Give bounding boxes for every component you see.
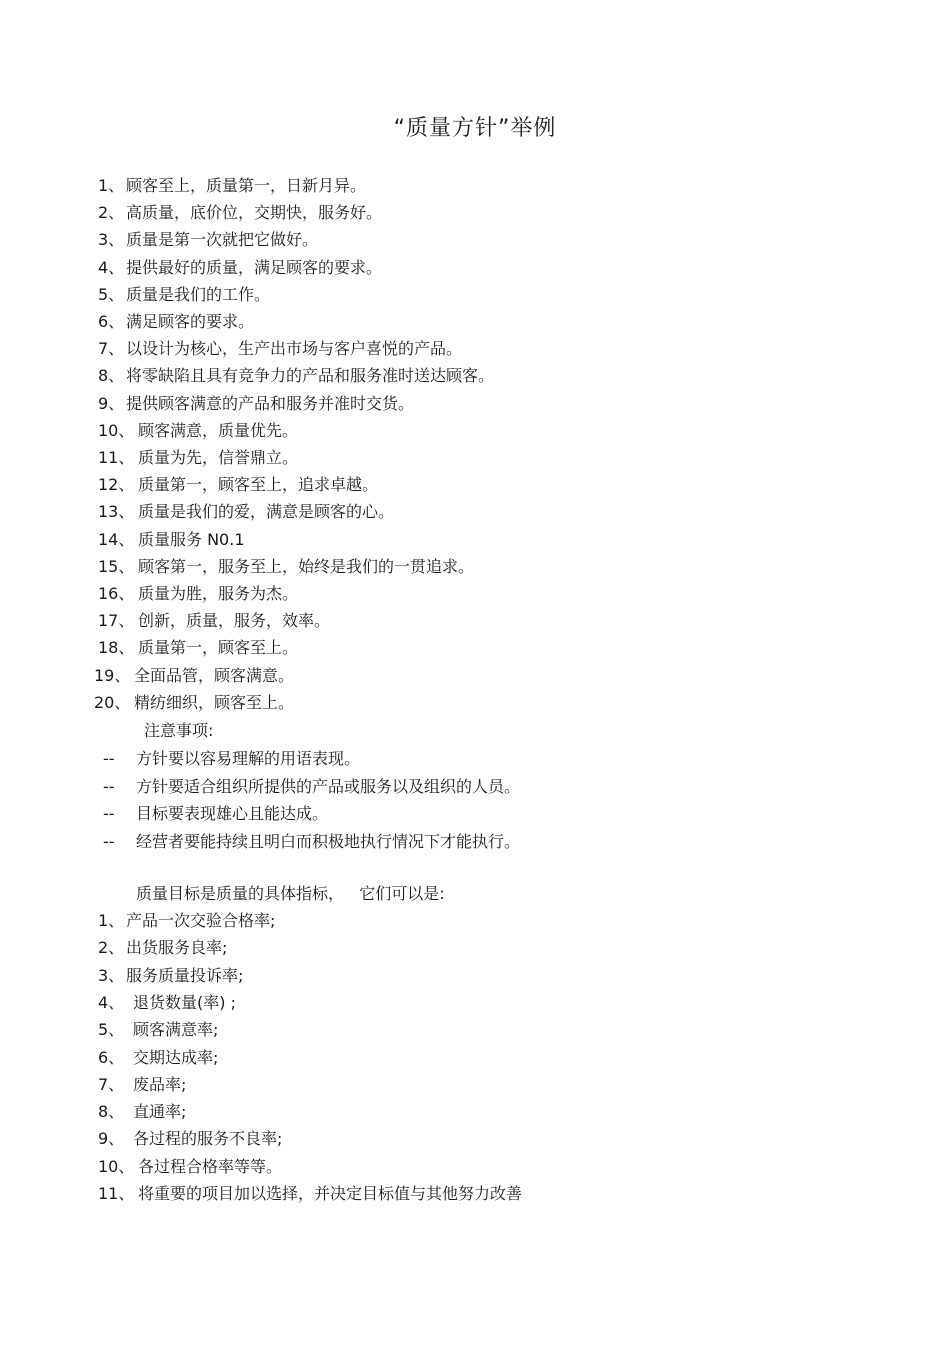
policy-item-text: 顾客第一，服务至上，始终是我们的一贯追求。 (138, 556, 475, 576)
policy-item-number: 11、 (98, 448, 135, 467)
policy-item-number: 13、 (98, 502, 135, 522)
objective-item-number: 2、 (98, 938, 125, 958)
policy-item (98, 284, 270, 306)
policy-item-text: 全面品管，顾客满意。 (134, 665, 295, 685)
policy-item (98, 529, 245, 551)
policy-item-number: 14、 (98, 529, 135, 549)
note-item-text: 方针要以容易理解的用语表现。 (136, 749, 361, 768)
objective-item (98, 937, 227, 959)
policy-item (94, 692, 294, 714)
objective-item-text: 废品率; (133, 1074, 187, 1094)
policy-item-text: 创新，质量，服务，效率。 (138, 611, 331, 631)
policy-item (98, 175, 366, 197)
policy-item-text: 将零缺陷且具有竞争力的产品和服务准时送达顾客。 (126, 366, 495, 386)
objective-item (98, 910, 275, 932)
policy-item-text: 质量服务 N0.1 (138, 529, 245, 549)
objective-item-number: 9、 (98, 1129, 125, 1149)
policy-item-text: 以设计为核心，生产出市场与客户喜悦的产品。 (126, 339, 463, 359)
objective-item-text: 交期达成率; (133, 1047, 219, 1067)
policy-item-number: 6、 (98, 312, 125, 331)
note-item (103, 776, 520, 798)
objective-item (98, 1019, 218, 1041)
policy-item-number: 15、 (98, 556, 135, 576)
objective-item (98, 1101, 186, 1123)
policy-item-number: 19、 (94, 665, 131, 685)
note-item-text: 经营者要能持续且明白而积极地执行情况下才能执行。 (136, 831, 521, 851)
objective-item (98, 1156, 282, 1178)
note-item (103, 803, 328, 825)
policy-item (98, 393, 414, 415)
objective-item-number: 10、 (98, 1156, 135, 1176)
policy-item (94, 665, 294, 687)
policy-item-number: 2、 (98, 203, 125, 223)
note-item (103, 831, 520, 853)
note-item-text: 目标要表现雄心且能达成。 (136, 804, 329, 823)
page-title: “质量方针”举例 (393, 116, 557, 141)
policy-item (98, 420, 298, 442)
note-item-number: -- (103, 831, 115, 851)
objective-item-text: 退货数量(率) ; (133, 992, 236, 1012)
note-item-number: -- (103, 804, 115, 823)
policy-item-number: 3、 (98, 230, 125, 250)
policy-item-number: 1、 (98, 176, 125, 195)
objective-item-number: 7、 (98, 1074, 125, 1094)
objective-item (98, 1128, 282, 1150)
note-item-text: 方针要适合组织所提供的产品或服务以及组织的人员。 (136, 776, 521, 796)
objective-item (98, 1183, 522, 1205)
policy-item-text: 质量是我们的爱，满意是顾客的心。 (138, 502, 395, 522)
policy-item-text: 提供顾客满意的产品和服务并准时交货。 (126, 393, 415, 413)
objective-item-text: 出货服务良率; (126, 938, 228, 958)
policy-item (98, 637, 298, 659)
policy-item-number: 10、 (98, 420, 135, 440)
policy-item-text: 顾客至上，质量第一，日新月异。 (126, 176, 367, 195)
objective-item-text: 直通率; (133, 1102, 187, 1122)
objective-item-text: 顾客满意率; (133, 1020, 219, 1040)
objective-item-text: 各过程的服务不良率; (133, 1129, 283, 1149)
policy-item (98, 311, 254, 333)
objective-item (98, 1047, 218, 1069)
policy-item-number: 20、 (94, 692, 131, 712)
objective-item-number: 8、 (98, 1102, 125, 1122)
policy-item (98, 474, 378, 496)
objective-item (98, 965, 243, 987)
policy-item (98, 610, 330, 632)
policy-item-text: 提供最好的质量，满足顾客的要求。 (126, 257, 383, 277)
policy-item-text: 质量是第一次就把它做好。 (126, 230, 319, 250)
objective-item-text: 各过程合格率等等。 (138, 1156, 283, 1176)
objective-item (98, 992, 236, 1014)
note-item-number: -- (103, 749, 115, 768)
policy-item-number: 4、 (98, 257, 125, 277)
policy-item-number: 7、 (98, 339, 125, 359)
policy-item (98, 583, 298, 605)
policy-item (98, 447, 298, 469)
objectives-intro: 质量目标是质量的具体指标， 它们可以是: (136, 884, 445, 903)
policy-item (98, 229, 318, 251)
objective-item-text: 将重要的项目加以选择，并决定目标值与其他努力改善 (138, 1184, 523, 1203)
objective-item-text: 服务质量投诉率; (126, 965, 244, 985)
note-item (103, 748, 360, 770)
policy-item-text: 精纺细织，顾客至上。 (134, 692, 295, 712)
objective-item-text: 产品一次交验合格率; (126, 911, 276, 930)
policy-item-text: 质量是我们的工作。 (126, 284, 271, 304)
policy-item-number: 8、 (98, 366, 125, 386)
policy-item-number: 9、 (98, 393, 125, 413)
policy-item (98, 556, 474, 578)
policy-item-text: 质量第一，顾客至上。 (138, 638, 299, 658)
policy-item-text: 满足顾客的要求。 (126, 312, 255, 331)
objective-item-number: 1、 (98, 911, 125, 930)
objective-item-number: 6、 (98, 1047, 125, 1067)
notes-heading: 注意事项: (144, 721, 214, 740)
policy-item-number: 17、 (98, 611, 135, 631)
policy-item-number: 12、 (98, 475, 135, 495)
policy-item-number: 16、 (98, 584, 135, 603)
objective-item (98, 1074, 186, 1096)
policy-item-number: 18、 (98, 638, 135, 658)
policy-item-text: 高质量，底价位，交期快，服务好。 (126, 203, 383, 223)
objective-item-number: 5、 (98, 1020, 125, 1040)
objective-item-number: 3、 (98, 965, 125, 985)
objective-item-number: 4、 (98, 992, 125, 1012)
policy-item-text: 质量为胜，服务为杰。 (138, 584, 299, 603)
policy-item-text: 顾客满意，质量优先。 (138, 420, 299, 440)
objective-item-number: 11、 (98, 1184, 135, 1203)
policy-item-text: 质量第一，顾客至上，追求卓越。 (138, 475, 379, 495)
policy-item-number: 5、 (98, 284, 125, 304)
policy-item-text: 质量为先，信誉鼎立。 (138, 448, 299, 467)
note-item-number: -- (103, 776, 115, 796)
policy-item (98, 501, 394, 523)
policy-item (98, 365, 494, 387)
policy-item (98, 202, 382, 224)
policy-item (98, 338, 462, 360)
policy-item (98, 257, 382, 279)
